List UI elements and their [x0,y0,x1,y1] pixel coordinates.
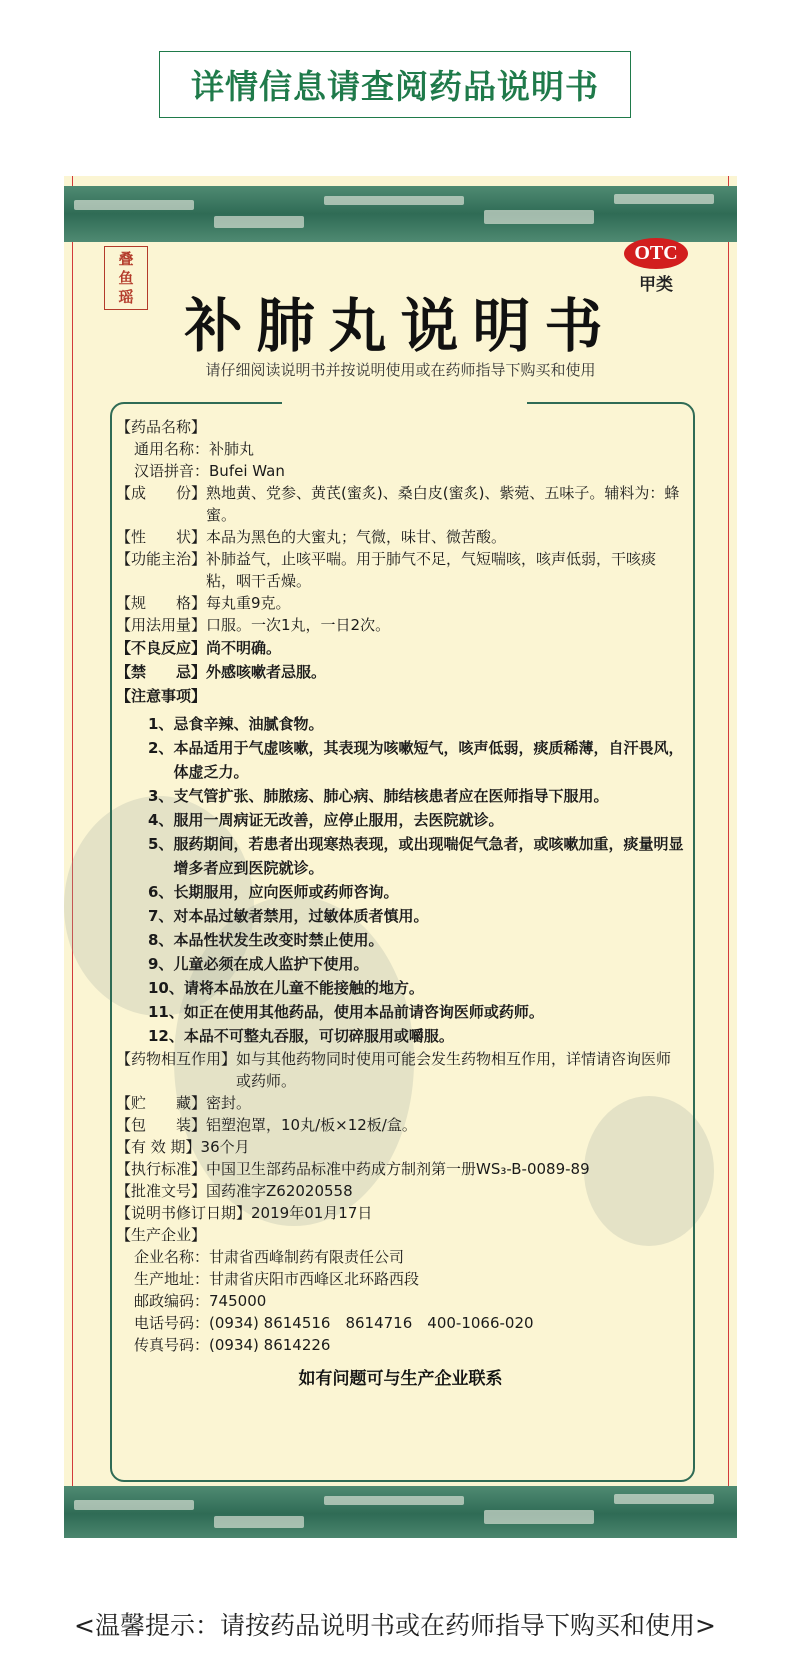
decorative-band-bottom [64,1486,737,1538]
adverse-reaction-row: 【不良反应】 尚不明确。 [116,639,282,657]
otc-class-label: 甲类 [639,275,673,295]
precaution-item [116,976,686,1000]
info-banner [159,51,631,118]
precaution-item [116,808,686,832]
precaution-text: 服药期间，若患者出现寒热表现，或出现喘促气急者，或咳嗽加重，痰量明显增多者应到医院就诊。 [173,835,684,877]
standard-row: 【执行标准】 中国卫生部药品标准中药成方制剂第一册WS₃-B-0089-89 [116,1160,590,1178]
precaution-text: 对本品过敏者禁用，过敏体质者慎用。 [173,907,429,925]
leaflet-title: 补肺丸说明书 [184,292,617,360]
precaution-text: 请将本品放在儿童不能接触的地方。 [183,979,424,997]
leaflet-content [116,416,686,1356]
precautions-header: 【注意事项】 [116,687,207,705]
precaution-number: 2、 [148,739,174,757]
address-row: 生产地址： 甘肃省庆阳市西峰区北环路西段 [134,1270,420,1288]
precaution-number: 7、 [148,907,174,925]
interactions-row: 【药物相互作用】 如与其他药物同时使用可能会发生药物相互作用，详情请咨询医师或药师。 [116,1050,672,1090]
precaution-number: 1、 [148,715,174,733]
brand-logo: 叠 鱼 瑶 [104,246,148,310]
margin-line-right [728,176,729,1538]
precaution-text: 长期服用，应向医师或药师咨询。 [173,883,399,901]
character-row: 【性 状】 本品为黑色的大蜜丸；气微，味甘、微苦酸。 [116,528,507,546]
package-row: 【包 装】 铝塑泡罩，10丸/板×12板/盒。 [116,1116,417,1134]
pinyin-row: 汉语拼音： Bufei Wan [134,462,285,480]
indications-row: 【功能主治】 补肺益气，止咳平喘。用于肺气不足，气短喘咳，咳声低弱，干咳痰粘，咽干舌燥。 [116,550,657,590]
precaution-number: 5、 [148,835,174,853]
precaution-number: 4、 [148,811,174,829]
precaution-item [116,736,686,784]
precaution-text: 本品不可整丸吞服，可切碎服用或嚼服。 [183,1027,454,1045]
dosage-row: 【用法用量】 口服。一次1丸，一日2次。 [116,616,391,634]
validity-row: 【有 效 期】 36个月 [116,1138,250,1156]
ingredients-row: 【成 份】 熟地黄、党参、黄芪(蜜炙)、桑白皮(蜜炙)、紫菀、五味子。辅料为：蜂蜜。 [116,484,680,524]
precaution-item [116,712,686,736]
precaution-item [116,832,686,880]
instruction-leaflet [64,176,737,1538]
approval-row: 【批准文号】 国药准字Z62020558 [116,1182,353,1200]
precaution-item [116,1000,686,1024]
precaution-text: 儿童必须在成人监护下使用。 [173,955,369,973]
contraindications-row: 【禁 忌】 外感咳嗽者忌服。 [116,663,327,681]
revision-date-row: 【说明书修订日期】 2019年01月17日 [116,1204,373,1222]
company-row: 企业名称： 甘肃省西峰制药有限责任公司 [134,1248,405,1266]
precaution-text: 服用一周病证无改善，应停止服用，去医院就诊。 [173,811,504,829]
precaution-number: 6、 [148,883,174,901]
precaution-text: 支气管扩张、肺脓疡、肺心病、肺结核患者应在医师指导下服用。 [173,787,609,805]
precaution-text: 如正在使用其他药品，使用本品前请咨询医师或药师。 [183,1003,544,1021]
phone-row: 电话号码： (0934) 8614516 8614716 400-1066-020 [134,1314,534,1332]
footer-tip: <温馨提示：请按药品说明书或在药师指导下购买和使用> [74,1611,716,1640]
contact-note: 如有问题可与生产企业联系 [298,1369,503,1389]
precaution-number: 3、 [148,787,174,805]
otc-badge: OTC [624,238,688,269]
precaution-item [116,928,686,952]
generic-name-row: 通用名称： 补肺丸 [134,440,255,458]
precaution-number: 8、 [148,931,174,949]
precaution-item [116,784,686,808]
precaution-text: 忌食辛辣、油腻食物。 [173,715,324,733]
precaution-number: 12、 [148,1027,184,1045]
precaution-number: 10、 [148,979,184,997]
info-banner-text: 详情信息请查阅药品说明书 [191,67,599,106]
precaution-text: 本品性状发生改变时禁止使用。 [173,931,384,949]
specification-row: 【规 格】 每丸重9克。 [116,594,291,612]
precautions-list [116,712,686,1048]
precaution-item [116,1024,686,1048]
manufacturer-header: 【生产企业】 [116,1226,207,1244]
precaution-number: 11、 [148,1003,184,1021]
precaution-text: 本品适用于气虚咳嗽，其表现为咳嗽短气，咳声低弱，痰质稀薄，自汗畏风，体虚乏力。 [173,739,684,781]
fax-row: 传真号码： (0934) 8614226 [134,1336,331,1354]
postcode-row: 邮政编码： 745000 [134,1292,267,1310]
precaution-item [116,952,686,976]
precaution-item [116,904,686,928]
storage-row: 【贮 藏】 密封。 [116,1094,252,1112]
leaflet-subtitle: 请仔细阅读说明书并按说明使用或在药师指导下购买和使用 [205,361,596,379]
drug-name-header: 【药品名称】 [116,418,207,436]
decorative-band-top [64,186,737,242]
precaution-item [116,880,686,904]
precaution-number: 9、 [148,955,174,973]
